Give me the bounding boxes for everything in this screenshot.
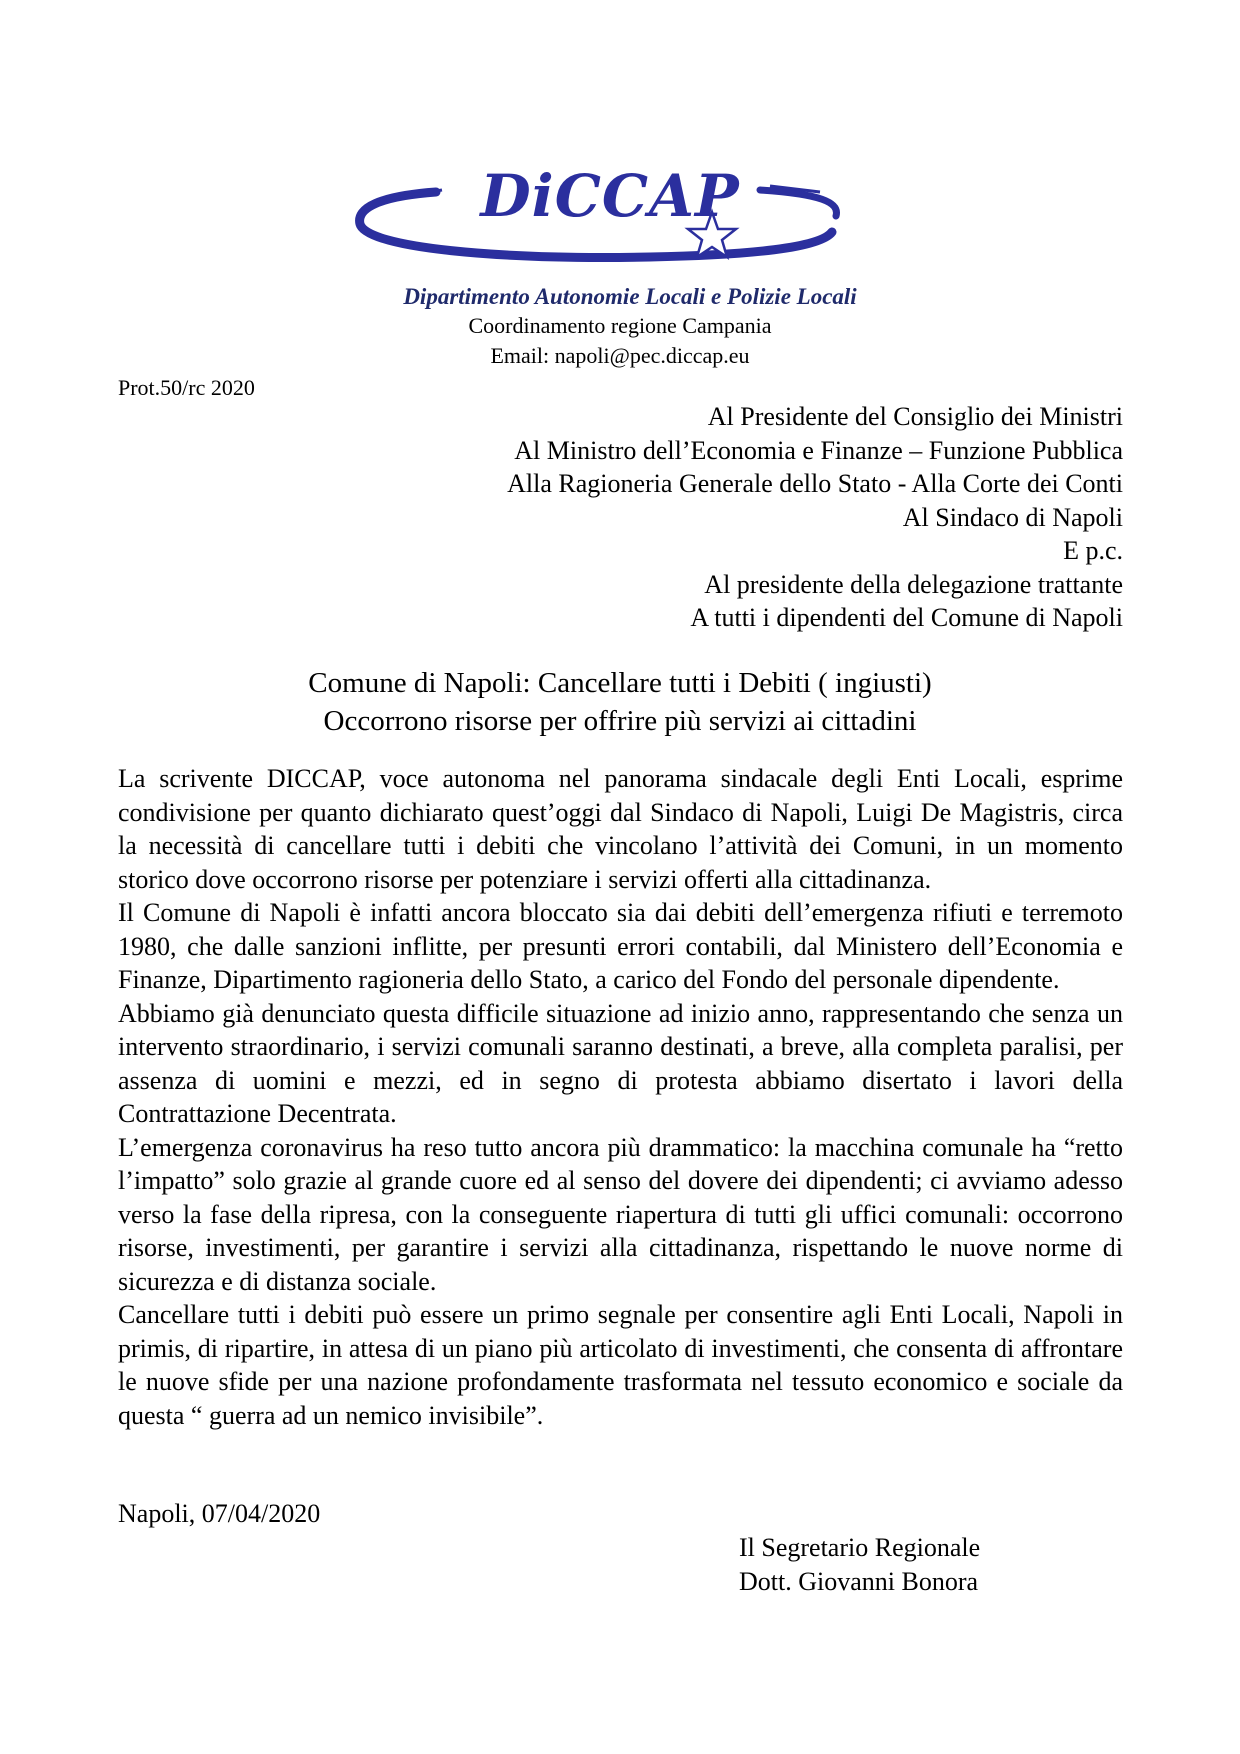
letter-body [118, 762, 1123, 1432]
subject-line-1: Comune di Napoli: Cancellare tutti i Debiti ( ingiusti) [308, 667, 932, 699]
signatory-role: Il Segretario Regionale [739, 1533, 981, 1562]
body-paragraph: L’emergenza coronavirus ha reso tutto ancora più drammatico: la macchina comunale ha “retto l’impatto” solo grazie al grande cuore ed al senso del dovere dei dipendenti; ci avviamo adesso verso la fase della ripresa, con la conseguente riapertura di tutti gli uffici comunali: occorrono risorse, investimenti, per garantire i servizi alla cittadinanza, rispettando le nuove norme di sicurezza e di distanza sociale. [118, 1132, 1123, 1296]
recipient-line: Al Presidente del Consiglio dei Ministri [707, 402, 1123, 431]
recipients-block [507, 400, 1123, 635]
recipient-line: Al presidente della delegazione trattante [704, 569, 1123, 599]
coordination-line: Coordinamento regione Campania [468, 313, 772, 338]
logo-tagline: Dipartimento Autonomie Locali e Polizie Locali [403, 284, 857, 309]
body-paragraph: La scrivente DICCAP, voce autonoma nel panorama sindacale degli Enti Locali, esprime condivisione per quanto dichiarato quest’oggi dal Sindaco di Napoli, Luigi De Magistris, circa la necessità di cancellare tutti i debiti che vincolano l’attività dei Comuni, in un momento storico dove occorrono risorse per potenziare i servizi offerti alla cittadinanza. [118, 764, 1123, 894]
body-paragraph: Cancellare tutti i debiti può essere un primo segnale per consentire agli Enti Locali, Napoli in primis, di ripartire, in attesa di un piano più articolato di investimenti, che consenta di affrontare le nuove sfide per una nazione profondamente trasformata nel tessuto economico e sociale da questa “ guerra ad un nemico invisibile”. [118, 1300, 1123, 1430]
logo-wordmark: DiCCAP [480, 162, 740, 230]
signature-block [739, 1531, 980, 1598]
signatory-name: Dott. Giovanni Bonora [739, 1566, 979, 1596]
body-paragraph: Il Comune di Napoli è infatti ancora bloccato sia dai debiti dell’emergenza rifiuti e terremoto 1980, che dalle sanzioni inflitte, per presunti errori contabili, dal Ministero dell’Economia e Finanze, Dipartimento ragioneria dello Stato, a carico del Fondo del personale dipendente. [118, 898, 1123, 994]
place-date: Napoli, 07/04/2020 [118, 1499, 321, 1528]
subject-line-2: Occorrono risorse per offrire più servizi ai cittadini [323, 705, 917, 737]
recipient-line: Al Ministro dell’Economia e Finanze – Funzione Pubblica [514, 435, 1123, 465]
email-line: Email: napoli@pec.diccap.eu [490, 343, 750, 368]
body-paragraph: Abbiamo già denunciato questa difficile situazione ad inizio anno, rappresentando che senza un intervento straordinario, i servizi comunali saranno destinati, a breve, alla completa paralisi, per assenza di uomini e mezzi, ed in segno di protesta abbiamo disertato i lavori della Contrattazione Decentrata. [118, 998, 1123, 1128]
recipient-line: Al Sindaco di Napoli [902, 502, 1123, 532]
recipient-line: E p.c. [1063, 536, 1123, 565]
recipient-line: A tutti i dipendenti del Comune di Napoli [690, 603, 1123, 632]
recipient-line: Alla Ragioneria Generale dello Stato - Alla Corte dei Conti [507, 469, 1123, 498]
diccap-logo [350, 160, 910, 310]
protocol-number: Prot.50/rc 2020 [118, 375, 255, 400]
